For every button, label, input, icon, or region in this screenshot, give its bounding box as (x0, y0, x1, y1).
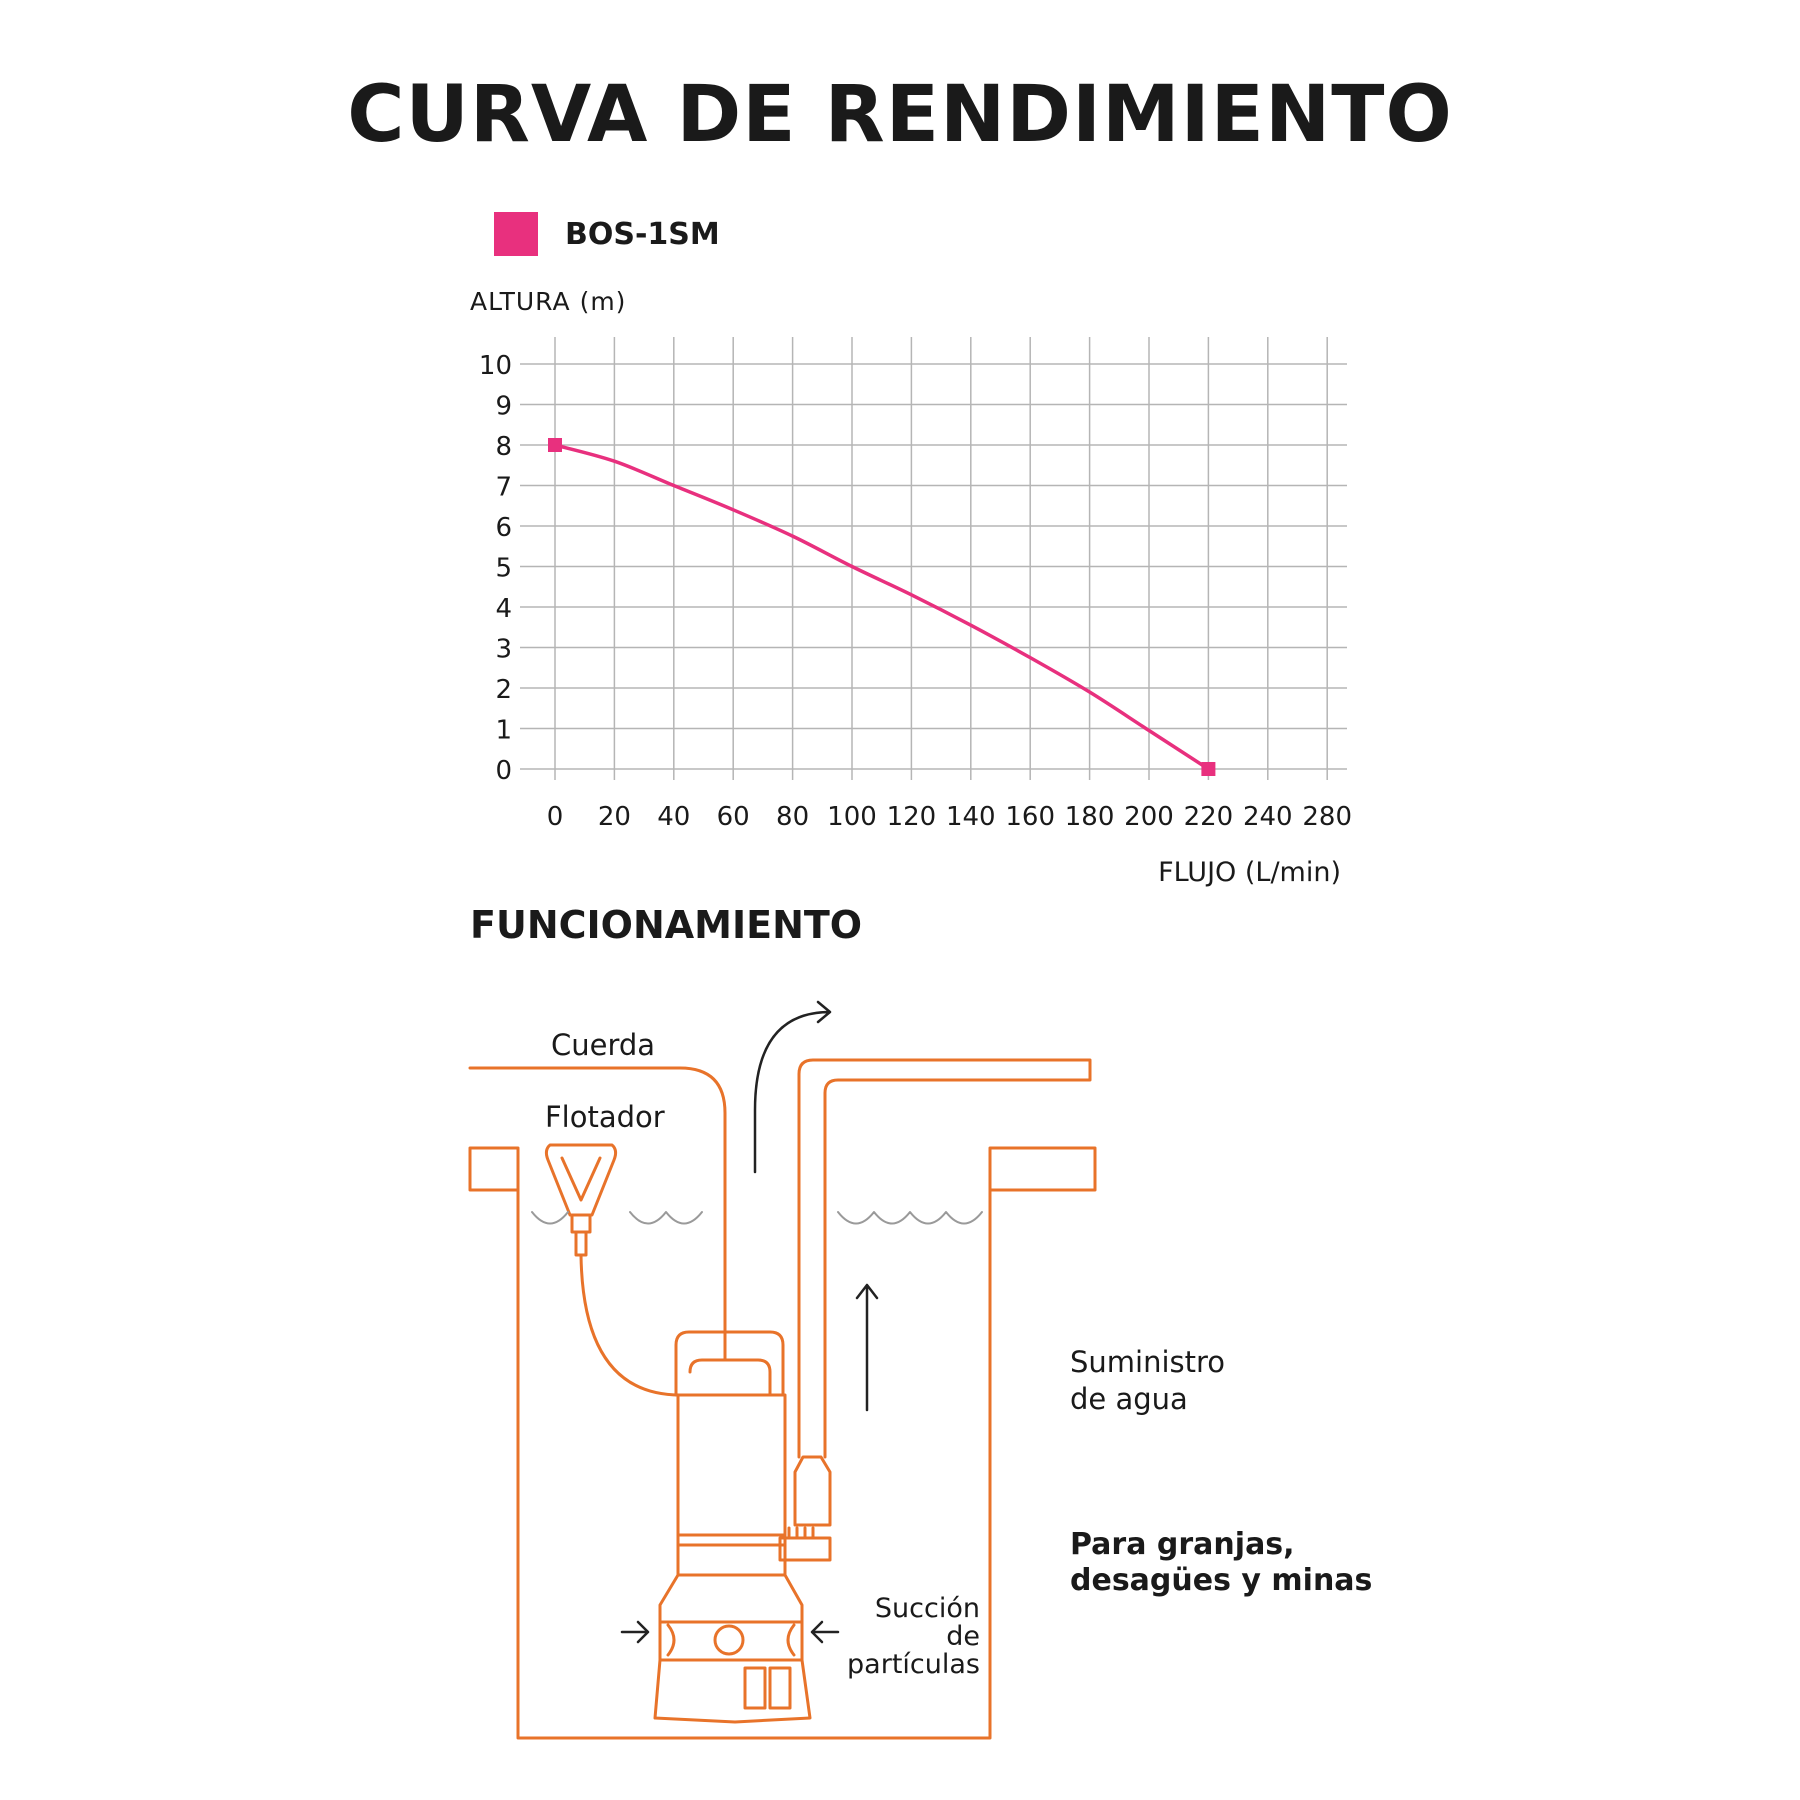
discharge-pipe (799, 1060, 1090, 1457)
y-tick-label: 0 (495, 756, 512, 786)
intake-arrow-right (812, 1622, 838, 1642)
suction-label-line2: partículas (847, 1649, 980, 1680)
water-surface-right (838, 1212, 982, 1224)
legend-label: BOS-1SM (565, 216, 720, 252)
float-label: Flotador (545, 1100, 665, 1134)
supply-label-line2: de agua (1070, 1382, 1188, 1416)
x-tick-label: 280 (1302, 802, 1353, 832)
supply-label (1070, 1344, 1225, 1418)
y-tick-label: 9 (495, 391, 512, 422)
intake-arrow-left (622, 1622, 648, 1642)
x-tick-label: 60 (716, 802, 750, 832)
pipe-base (780, 1528, 830, 1560)
y-tick-label: 4 (495, 594, 512, 624)
x-tick-label: 140 (945, 802, 996, 832)
x-tick-label: 80 (776, 802, 810, 832)
upflow-arrow (857, 1285, 877, 1410)
x-tick-label: 160 (1005, 802, 1056, 832)
float-switch (546, 1145, 615, 1215)
chart-title: CURVA DE RENDIMIENTO (347, 70, 1453, 160)
cord-label: Cuerda (551, 1028, 656, 1062)
y-tick-label: 1 (495, 715, 512, 746)
x-tick-label: 20 (597, 802, 631, 832)
y-axis-label: ALTURA (m) (470, 287, 627, 316)
uses-label-line2: desagües y minas (1070, 1563, 1373, 1598)
x-tick-label: 200 (1124, 802, 1174, 832)
supply-label-line1: Suministro (1070, 1345, 1226, 1379)
x-tick-label: 40 (657, 802, 691, 832)
tank-wall (470, 1148, 1095, 1738)
x-axis-label: FLUJO (L/min) (1158, 857, 1341, 888)
y-tick-label: 3 (495, 634, 512, 665)
water-surface-left (532, 1212, 702, 1224)
x-tick-label: 240 (1242, 802, 1293, 832)
x-tick-label: 100 (827, 802, 877, 832)
pipe-coupling (795, 1457, 830, 1525)
y-tick-label: 5 (495, 553, 512, 584)
outflow-arrow (755, 1002, 830, 1172)
float-cable (581, 1255, 680, 1395)
uses-label (1070, 1527, 1372, 1599)
x-tick-label: 120 (886, 802, 937, 832)
pump-body (655, 1332, 810, 1722)
x-tick-label: 220 (1183, 802, 1234, 832)
y-tick-label: 10 (478, 351, 512, 381)
suction-label (840, 1595, 980, 1679)
suction-label-line1: Succión de (874, 1593, 980, 1652)
section-title: FUNCIONAMIENTO (470, 903, 863, 947)
y-tick-label: 8 (495, 432, 512, 462)
y-tick-label: 6 (495, 513, 512, 543)
y-tick-label: 2 (495, 675, 512, 705)
float-stem (572, 1215, 590, 1255)
y-tick-label: 7 (495, 472, 512, 503)
x-tick-label: 180 (1064, 802, 1115, 832)
uses-label-line1: Para granjas, (1070, 1527, 1295, 1562)
x-tick-label: 0 (546, 802, 564, 832)
